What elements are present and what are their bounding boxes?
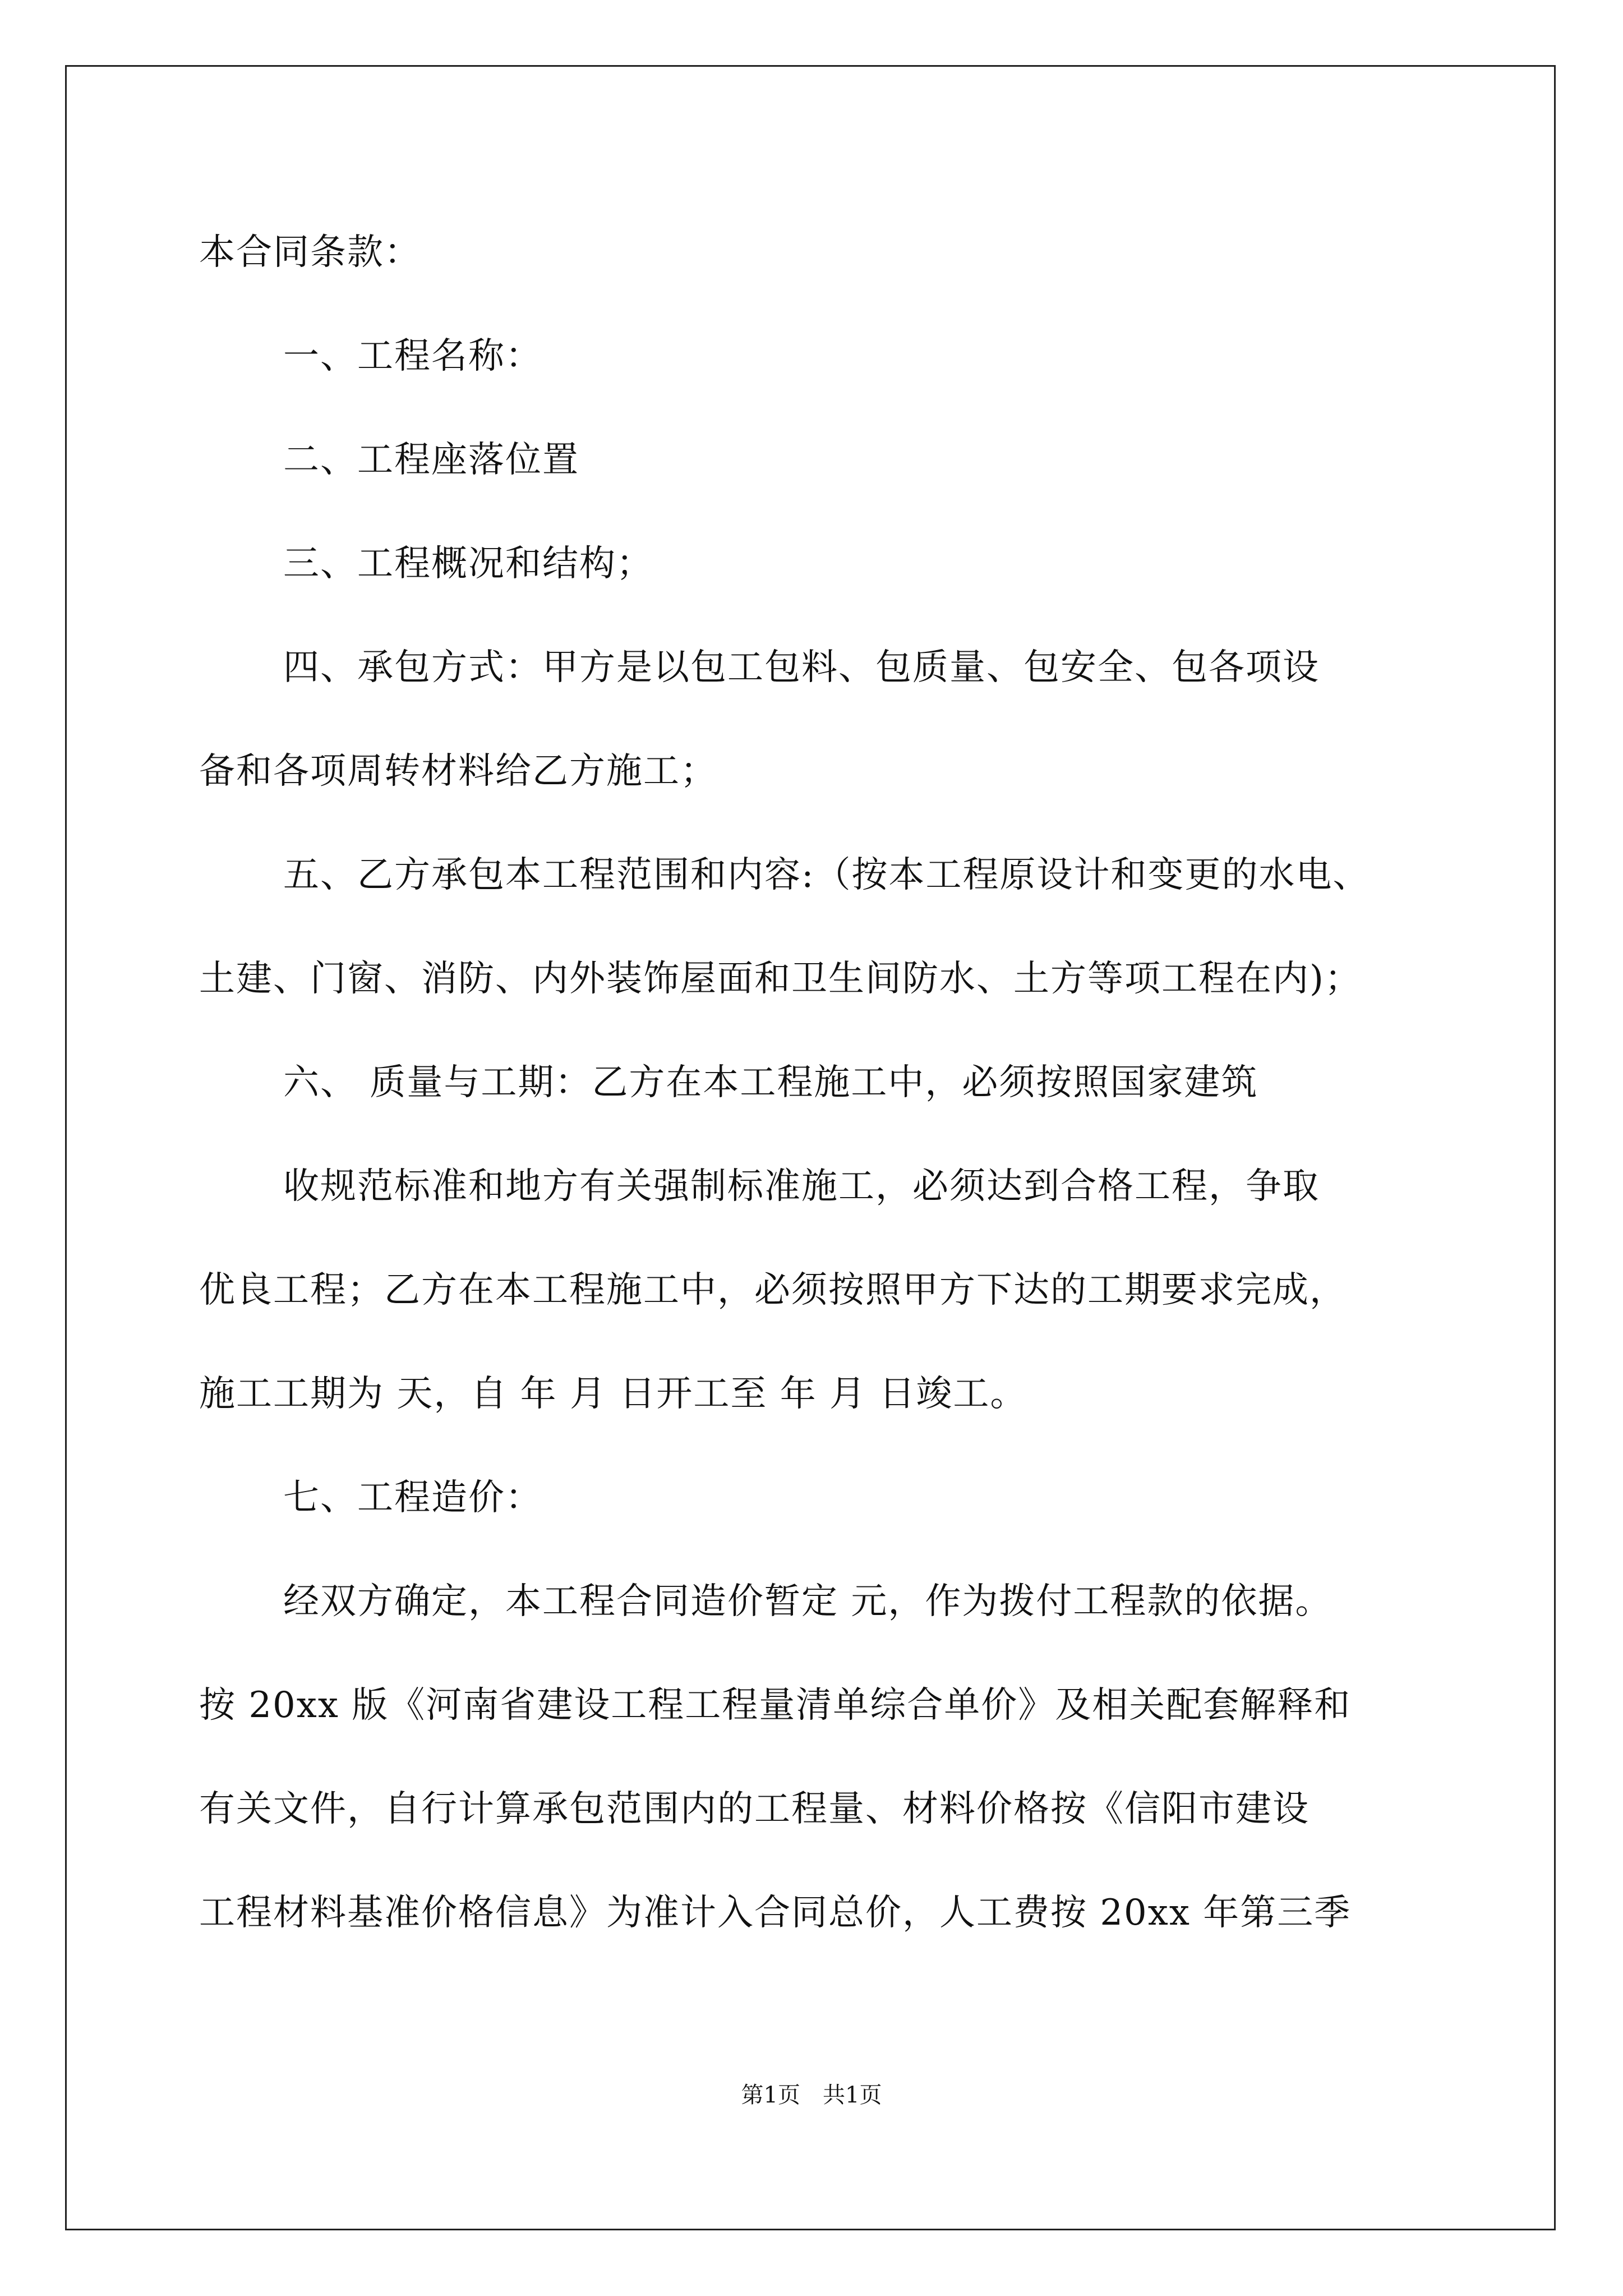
clause-1-project-name: 一、工程名称：: [283, 335, 542, 377]
clause-7-paragraph: 经双方确定，本工程合同造价暂定 元，作为拨付工程款的依据。: [283, 1581, 1332, 1622]
contract-terms-heading: 本合同条款：: [199, 232, 421, 273]
clause-4-continuation: 备和各项周转材料给乙方施工；: [199, 751, 717, 792]
clause-7-continuation-3: 工程材料基准价格信息》为准计入合同总价，人工费按 20xx 年第三季: [199, 1892, 1352, 1934]
clause-5-scope: 五、乙方承包本工程范围和内容:（按本工程原设计和变更的水电、: [283, 854, 1370, 896]
clause-7-continuation-2: 有关文件，自行计算承包范围内的工程量、材料价格按《信阳市建设: [199, 1788, 1310, 1830]
clause-4-contract-method: 四、承包方式：甲方是以包工包料、包质量、包安全、包各项设: [283, 647, 1320, 688]
clause-2-project-location: 二、工程座落位置: [283, 439, 579, 481]
clause-7-project-cost: 七、工程造价：: [283, 1477, 542, 1519]
clause-6-continuation-2: 优良工程；乙方在本工程施工中，必须按照甲方下达的工期要求完成，: [199, 1269, 1347, 1311]
clause-6-continuation-3: 施工工期为 天，自 年 月 日开工至 年 月 日竣工。: [199, 1373, 1027, 1415]
clause-6-continuation-1: 收规范标准和地方有关强制标准施工，必须达到合格工程，争取: [283, 1166, 1320, 1207]
clause-5-continuation: 土建、门窗、消防、内外装饰屋面和卫生间防水、土方等项工程在内)；: [199, 958, 1362, 1000]
clause-6-quality-schedule: 六、 质量与工期：乙方在本工程施工中，必须按照国家建筑: [283, 1062, 1258, 1103]
page-number-footer: 第1页 共1页: [741, 2082, 882, 2108]
clause-3-project-overview: 三、工程概况和结构；: [283, 543, 653, 585]
clause-7-continuation-1: 按 20xx 版《河南省建设工程工程量清单综合单价》及相关配套解释和: [199, 1685, 1352, 1726]
